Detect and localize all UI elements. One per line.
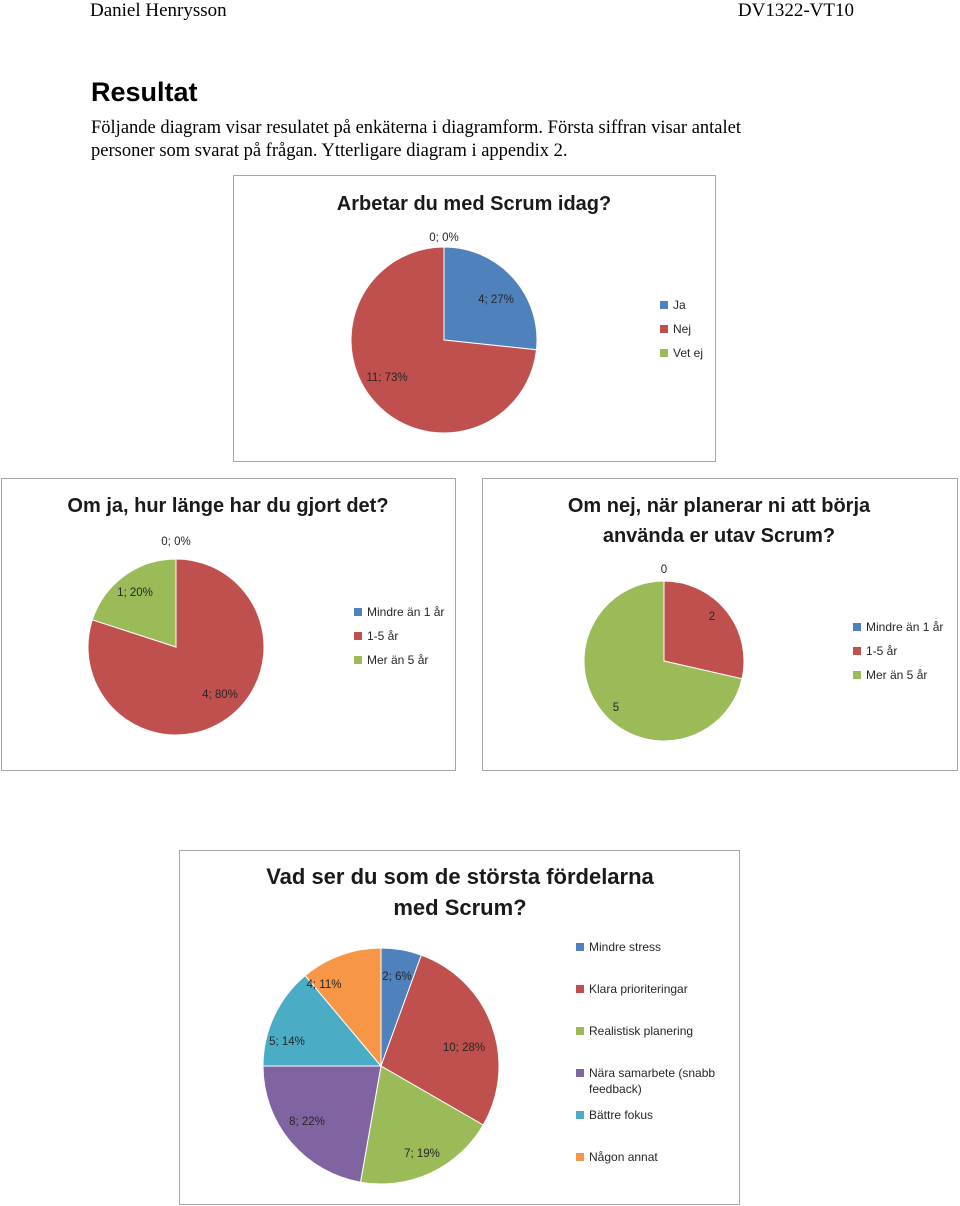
legend-label-mindre-an-1-ar: Mindre än 1 år <box>866 620 944 634</box>
chart-works-with-scrum <box>233 175 716 462</box>
legend-label-mer-an-5-ar: Mer än 5 år <box>866 668 928 682</box>
data-label-battre-fokus: 5; 14% <box>269 1036 305 1048</box>
legend-swatch-mer-an-5-ar <box>853 671 861 679</box>
chart-when-planning <box>482 478 958 771</box>
chart-title-line: Vad ser du som de största fördelarna <box>266 864 654 889</box>
section-heading: Resultat <box>91 77 198 107</box>
legend-label-klara-prioriteringar: Klara prioriteringar <box>589 982 688 996</box>
legend-swatch-1-5-ar <box>354 632 362 640</box>
chart-how-long <box>1 478 456 771</box>
chart-svg <box>2 479 455 770</box>
legend-swatch-1-5-ar <box>853 647 861 655</box>
header-author: Daniel Henrysson <box>90 0 227 21</box>
legend-label-nara-samarbete-snabb-feedback: Nära samarbete (snabb feedback) <box>589 1066 716 1096</box>
data-label-mer-an-5-ar: 1; 20% <box>117 587 153 599</box>
data-label-realistisk-planering: 7; 19% <box>404 1148 440 1160</box>
chart-title-line: använda er utav Scrum? <box>602 525 836 547</box>
legend-label-battre-fokus: Bättre fokus <box>589 1108 654 1122</box>
legend-swatch-mer-an-5-ar <box>354 656 362 664</box>
legend-swatch-vet-ej <box>660 349 668 357</box>
legend-label-vet-ej: Vet ej <box>673 346 704 360</box>
chart-svg <box>180 851 739 1204</box>
data-label-vet-ej: 0; 0% <box>429 232 459 244</box>
legend-swatch-mindre-an-1-ar <box>354 608 362 616</box>
legend-swatch-nej <box>660 325 668 333</box>
legend-swatch-battre-fokus <box>576 1111 584 1119</box>
legend-label-ja: Ja <box>673 298 686 312</box>
data-label-1-5-ar: 4; 80% <box>202 689 238 701</box>
data-label-mer-an-5-ar: 5 <box>612 702 620 714</box>
data-label-1-5-ar: 2 <box>708 611 716 623</box>
data-label-mindre-an-1-ar: 0 <box>660 564 668 576</box>
data-label-mindre-an-1-ar: 0; 0% <box>161 536 191 548</box>
legend-label-1-5-ar: 1-5 år <box>866 644 898 658</box>
legend-swatch-nagon-annat <box>576 1153 584 1161</box>
legend-label-nej: Nej <box>673 322 692 336</box>
legend-label-mer-an-5-ar: Mer än 5 år <box>367 653 429 667</box>
chart-title-line: med Scrum? <box>393 895 527 920</box>
legend-swatch-realistisk-planering <box>576 1027 584 1035</box>
chart-biggest-benefits <box>179 850 740 1205</box>
intro-paragraph-line-2: personer som svarat på frågan. Ytterligare diagram i appendix 2. <box>91 141 568 161</box>
legend-label-mindre-stress: Mindre stress <box>589 940 662 954</box>
legend-swatch-klara-prioriteringar <box>576 985 584 993</box>
data-label-mindre-stress: 2; 6% <box>382 971 412 983</box>
data-label-nara-samarbete-snabb-feedback: 8; 22% <box>289 1116 325 1128</box>
legend-swatch-mindre-an-1-ar <box>853 623 861 631</box>
data-label-ja: 4; 27% <box>478 294 514 306</box>
chart-title-line: Om nej, när planerar ni att börja <box>567 495 871 517</box>
legend-label-1-5-ar: 1-5 år <box>367 629 399 643</box>
legend-label-nagon-annat: Någon annat <box>589 1150 658 1164</box>
legend-label-realistisk-planering: Realistisk planering <box>589 1024 694 1038</box>
data-label-nej: 11; 73% <box>366 372 408 384</box>
chart-title-line: Arbetar du med Scrum idag? <box>336 193 612 215</box>
legend-swatch-ja <box>660 301 668 309</box>
legend-label-mindre-an-1-ar: Mindre än 1 år <box>367 605 445 619</box>
chart-svg <box>483 479 957 770</box>
chart-title-line: Om ja, hur länge har du gjort det? <box>67 495 389 517</box>
data-label-klara-prioriteringar: 10; 28% <box>442 1042 486 1054</box>
header-course-code: DV1322-VT10 <box>737 0 854 21</box>
legend-swatch-nara-samarbete-snabb-feedback <box>576 1069 584 1077</box>
legend-swatch-mindre-stress <box>576 943 584 951</box>
data-label-nagon-annat: 4; 11% <box>306 979 342 991</box>
chart-svg <box>234 176 715 461</box>
intro-paragraph-line-1: Följande diagram visar resulatet på enkäterna i diagramform. Första siffran visar antalet <box>91 118 742 138</box>
